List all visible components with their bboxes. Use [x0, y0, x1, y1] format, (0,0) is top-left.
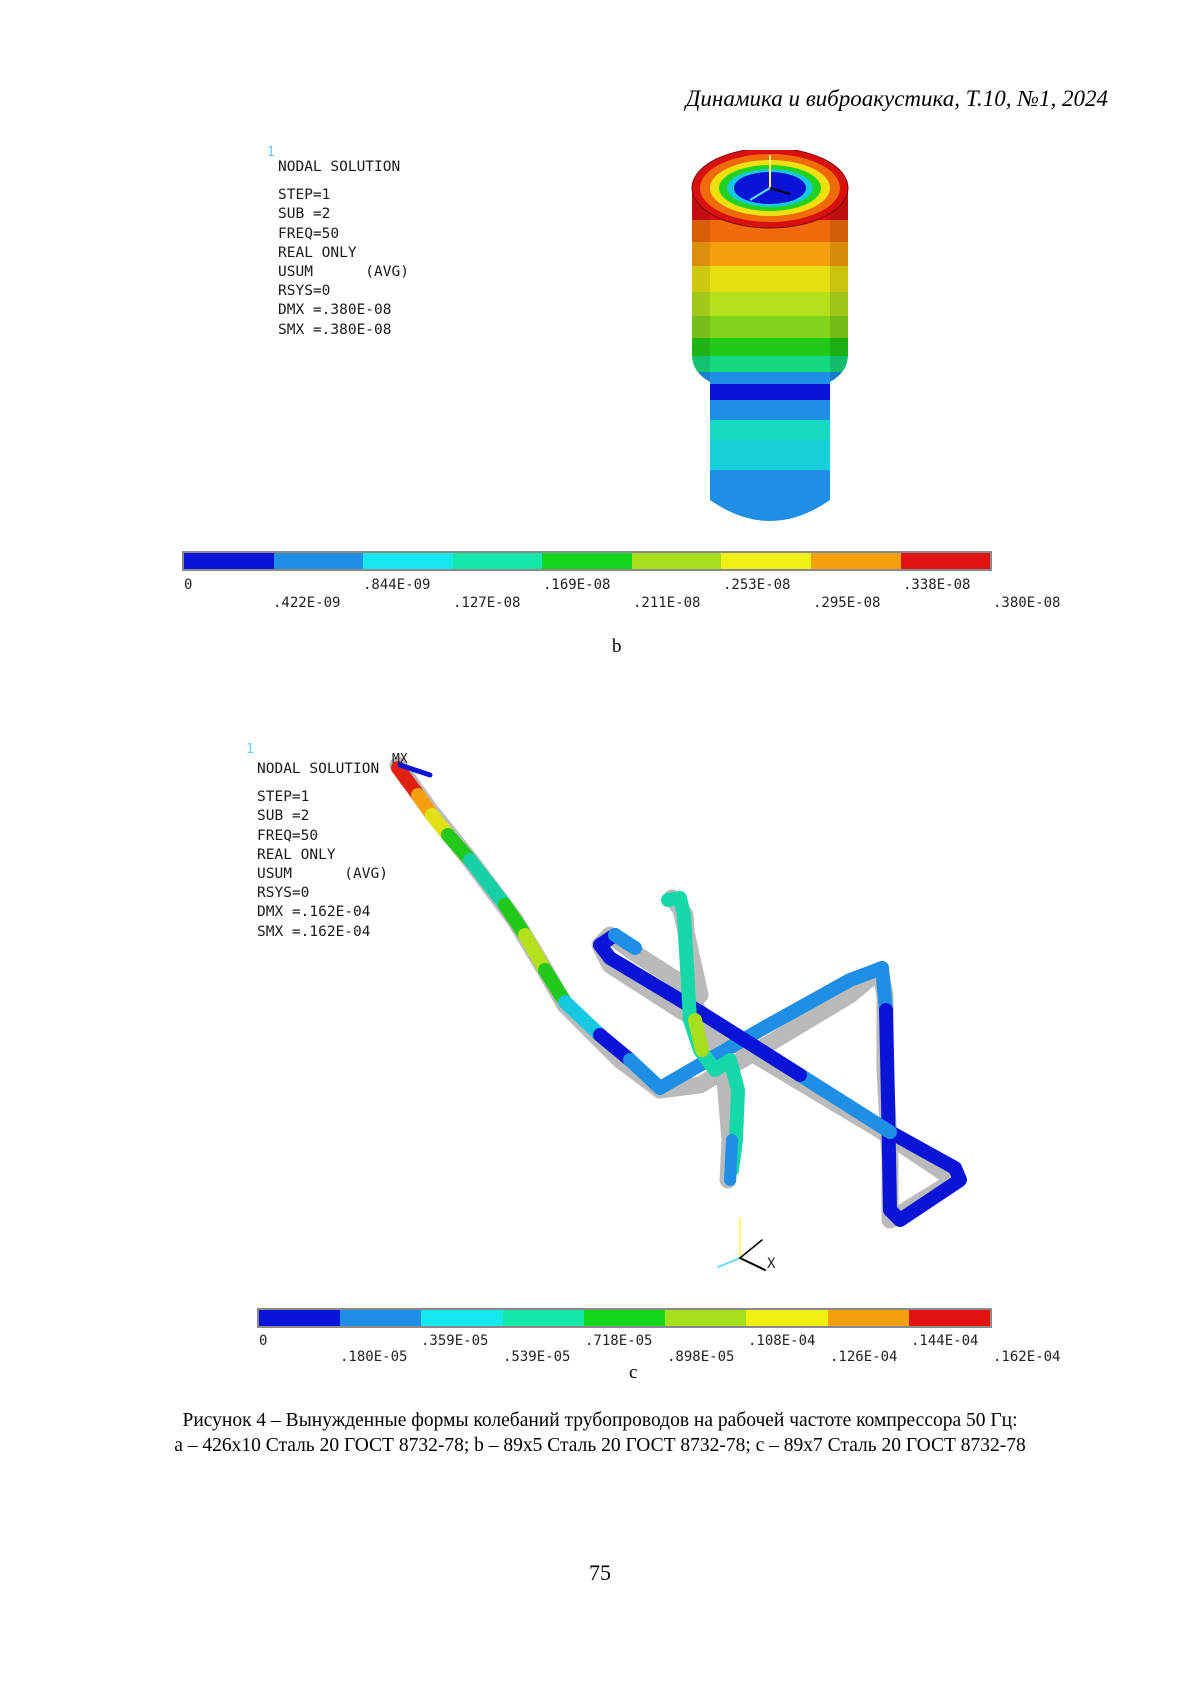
tick-label: .126E-04 — [830, 1349, 898, 1365]
color-band — [665, 1310, 746, 1326]
tick-label: .253E-08 — [723, 577, 791, 593]
window-number: 1 — [267, 145, 275, 160]
info-line: RSYS=0 — [278, 283, 331, 300]
color-band — [503, 1310, 584, 1326]
tick-label: .718E-05 — [585, 1333, 653, 1349]
info-line: SMX =.380E-08 — [278, 321, 392, 338]
info-line: FREQ=50 — [278, 225, 340, 242]
tick-label: .898E-05 — [667, 1349, 735, 1365]
info-line: STEP=1 — [257, 789, 310, 806]
tick-label: .180E-05 — [340, 1349, 408, 1365]
info-line: STEP=1 — [278, 187, 331, 204]
tick-label: .211E-08 — [633, 595, 701, 611]
info-line: REAL ONLY — [257, 846, 336, 863]
tick-label: .169E-08 — [543, 577, 611, 593]
info-line: RSYS=0 — [257, 885, 310, 902]
caption-line-1: Рисунок 4 – Вынужденные формы колебаний трубопроводов на рабочей частоте компрессора 50 Гц: — [182, 1410, 1018, 1431]
tick-label: .144E-04 — [911, 1333, 979, 1349]
color-band — [828, 1310, 909, 1326]
tick-label: .359E-05 — [421, 1333, 489, 1349]
vessel-model-render — [680, 150, 860, 535]
color-band — [340, 1310, 421, 1326]
tick-label: .422E-09 — [273, 595, 341, 611]
figure-caption — [0, 1408, 1200, 1458]
color-band — [584, 1310, 665, 1326]
color-band — [811, 553, 901, 569]
subfigure-label-c: c — [629, 1362, 638, 1383]
color-band — [274, 553, 364, 569]
tick-label: 0 — [259, 1333, 268, 1349]
tick-label: .338E-08 — [903, 577, 971, 593]
color-band — [909, 1310, 990, 1326]
tick-label: .539E-05 — [503, 1349, 571, 1365]
color-band — [421, 1310, 502, 1326]
color-band — [259, 1310, 340, 1326]
color-band — [632, 553, 722, 569]
window-number: 1 — [246, 742, 254, 757]
subfigure-label-b: b — [612, 636, 622, 657]
tick-label: .127E-08 — [453, 595, 521, 611]
color-band — [363, 553, 453, 569]
color-band — [453, 553, 543, 569]
info-line: USUM (AVG) — [257, 866, 388, 883]
color-band — [542, 553, 632, 569]
color-band — [721, 553, 811, 569]
mx-label: MX — [392, 752, 408, 767]
tick-label: .380E-08 — [993, 595, 1061, 611]
info-line: FREQ=50 — [257, 827, 319, 844]
info-line: SMX =.162E-04 — [257, 923, 371, 940]
nodal-info-b — [278, 158, 409, 340]
info-line: DMX =.380E-08 — [278, 302, 392, 319]
page-number: 75 — [589, 1560, 611, 1585]
info-line: DMX =.162E-04 — [257, 904, 371, 921]
journal-header: Динамика и виброакустика, Т.10, №1, 2024 — [685, 86, 1108, 111]
tick-label: 0 — [184, 577, 193, 593]
info-line: USUM (AVG) — [278, 264, 409, 281]
info-line: REAL ONLY — [278, 244, 357, 261]
color-band — [184, 553, 274, 569]
info-line: SUB =2 — [278, 206, 331, 223]
color-band — [901, 553, 991, 569]
info-line: SUB =2 — [257, 808, 310, 825]
nodal-title: NODAL SOLUTION — [278, 159, 401, 175]
tick-label: .162E-04 — [993, 1349, 1061, 1365]
tick-label: .844E-09 — [363, 577, 431, 593]
colorbar-b — [182, 551, 992, 571]
nodal-title: NODAL SOLUTION — [257, 761, 380, 777]
tick-label: .295E-08 — [813, 595, 881, 611]
pipeline-model-render — [0, 740, 1200, 1280]
colorbar-c — [257, 1308, 992, 1328]
caption-line-2: a – 426x10 Сталь 20 ГОСТ 8732-78; b – 89x5 Сталь 20 ГОСТ 8732-78; c – 89x7 Сталь 20 ГОСТ 8732-78 — [174, 1435, 1026, 1456]
tick-label: .108E-04 — [748, 1333, 816, 1349]
axis-x-label: X — [767, 1256, 776, 1272]
color-band — [746, 1310, 827, 1326]
